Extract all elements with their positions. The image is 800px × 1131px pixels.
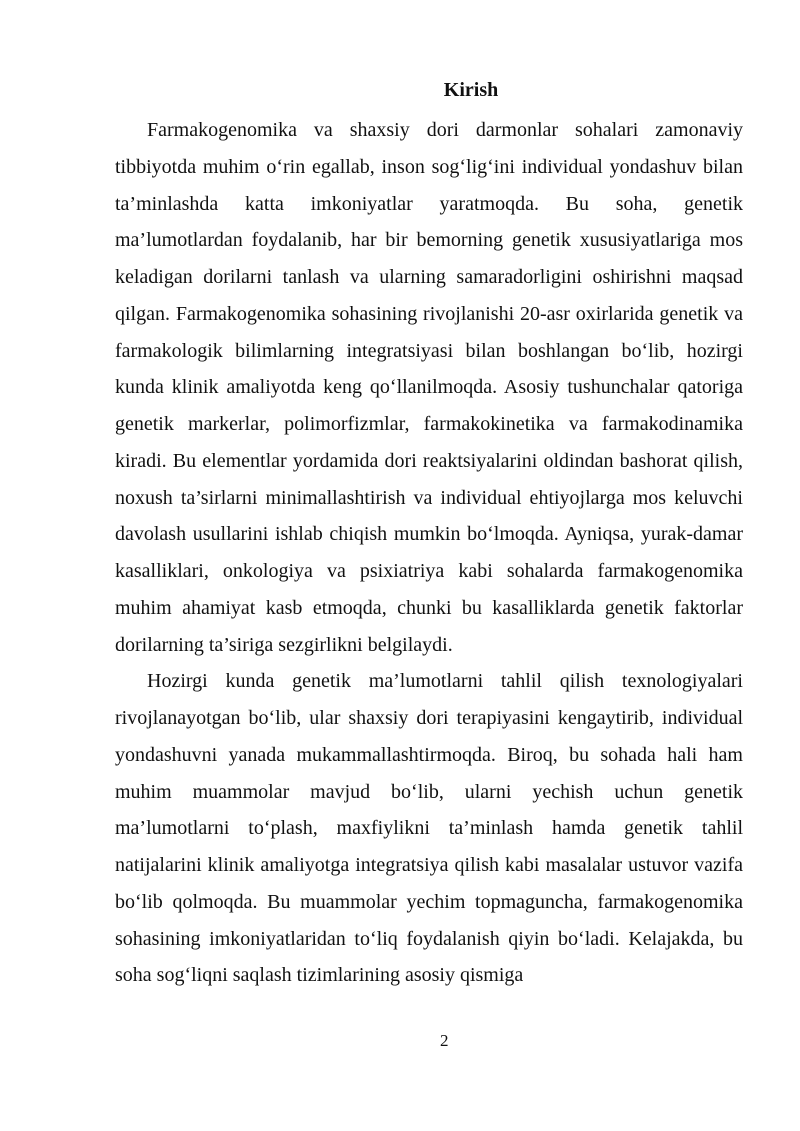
page-title: Kirish: [443, 79, 499, 101]
document-body: [115, 112, 743, 994]
paragraph-2: Hozirgi kunda genetik ma’lumotlarni tahlil qilish texnologiyalari rivojlanayotgan bo‘lib, ular shaxsiy dori terapiyasini kengaytirib, individual yondashuvni yanada mukammallashtirmoqda. Biroq, bu sohada hali ham muhim muammolar mavjud bo‘lib, ularni yechish uchun genetik ma’lumotlarni to‘plash, maxfiylikni ta’minlash hamda genetik tahlil natijalarini klinik amaliyotga integratsiya qilish kabi masalalar ustuvor vazifa bo‘lib qolmoqda. Bu muammolar yechim topmaguncha, farmakogenomika sohasining imkoniyatlaridan to‘liq foydalanish qiyin bo‘ladi. Kelajakda, bu soha sog‘liqni saqlash tizimlarining asosiy qismiga: [115, 670, 743, 987]
paragraph-1: Farmakogenomika va shaxsiy dori darmonlar sohalari zamonaviy tibbiyotda muhim o‘rin egallab, inson sog‘lig‘ini individual yondashuv bilan ta’minlashda katta imkoniyatlar yaratmoqda. Bu soha, genetik ma’lumotlardan foydalanib, har bir bemorning genetik xususiyatlariga mos keladigan dorilarni tanlash va ularning samaradorligini oshirishni maqsad qilgan. Farmakogenomika sohasining rivojlanishi 20-asr oxirlarida genetik va farmakologik bilimlarning integratsiyasi bilan boshlangan bo‘lib, hozirgi kunda klinik amaliyotda keng qo‘llanilmoqda. Asosiy tushunchalar qatoriga genetik markerlar, polimorfizmlar, farmakokinetika va farmakodinamika kiradi. Bu elementlar yordamida dori reaktsiyalarini oldindan bashorat qilish, noxush ta’sirlarni minimallashtirish va individual ehtiyojlarga mos keluvchi davolash usullarini ishlab chiqish mumkin bo‘lmoqda. Ayniqsa, yurak-damar kasalliklari, onkologiya va psixiatriya kabi sohalarda farmakogenomika muhim ahamiyat kasb etmoqda, chunki bu kasalliklarda genetik faktorlar dorilarning ta’siriga sezgirlikni belgilaydi.: [115, 119, 743, 656]
page-number: 2: [440, 1031, 449, 1050]
page-title-container: [0, 76, 800, 104]
